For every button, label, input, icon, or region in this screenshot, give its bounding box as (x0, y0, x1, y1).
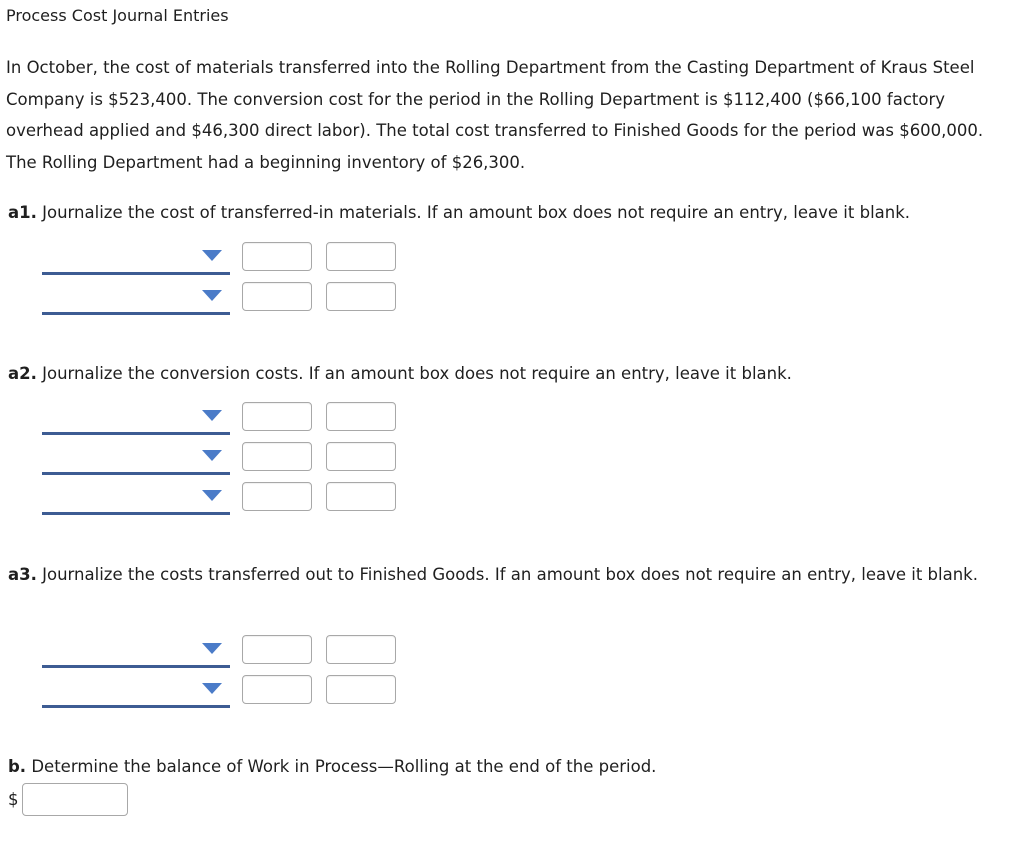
question-b (8, 751, 1016, 783)
question-a2-label: a2. (8, 364, 37, 383)
caret-down-icon (202, 250, 222, 261)
question-a1 (8, 197, 1016, 229)
journal-a2-row-3 (42, 482, 402, 518)
journal-a2-row-1 (42, 402, 402, 438)
question-b-label: b. (8, 757, 27, 776)
balance-answer-row (8, 783, 138, 817)
account-select-a1-1[interactable] (42, 242, 230, 275)
page-title: Process Cost Journal Entries (6, 6, 229, 25)
question-a1-label: a1. (8, 203, 37, 222)
debit-input-a1-2[interactable] (242, 282, 312, 311)
caret-down-icon (202, 490, 222, 501)
credit-input-a2-1[interactable] (326, 402, 396, 431)
debit-input-a3-2[interactable] (242, 675, 312, 704)
question-b-text: Determine the balance of Work in Process—Rolling at the end of the period. (31, 757, 657, 776)
journal-a3-row-1 (42, 635, 402, 671)
balance-input[interactable] (22, 783, 128, 816)
account-select-a1-2[interactable] (42, 282, 230, 315)
credit-input-a3-2[interactable] (326, 675, 396, 704)
caret-down-icon (202, 683, 222, 694)
question-a3 (8, 559, 1016, 591)
account-select-a2-3[interactable] (42, 482, 230, 515)
credit-input-a2-2[interactable] (326, 442, 396, 471)
caret-down-icon (202, 450, 222, 461)
account-select-a2-1[interactable] (42, 402, 230, 435)
question-a3-label: a3. (8, 565, 37, 584)
journal-a2-row-2 (42, 442, 402, 478)
credit-input-a1-2[interactable] (326, 282, 396, 311)
caret-down-icon (202, 290, 222, 301)
currency-symbol: $ (8, 790, 19, 809)
debit-input-a2-3[interactable] (242, 482, 312, 511)
debit-input-a3-1[interactable] (242, 635, 312, 664)
question-a3-text: Journalize the costs transferred out to Finished Goods. If an amount box does not require an entry, leave it blank. (42, 565, 978, 584)
account-select-a3-1[interactable] (42, 635, 230, 668)
question-a2-text: Journalize the conversion costs. If an amount box does not require an entry, leave it blank. (42, 364, 792, 383)
debit-input-a2-1[interactable] (242, 402, 312, 431)
caret-down-icon (202, 410, 222, 421)
credit-input-a2-3[interactable] (326, 482, 396, 511)
question-a1-text: Journalize the cost of transferred-in materials. If an amount box does not require an entry, leave it blank. (42, 203, 911, 222)
journal-a3-row-2 (42, 675, 402, 711)
account-select-a2-2[interactable] (42, 442, 230, 475)
question-a2 (8, 358, 1016, 390)
account-select-a3-2[interactable] (42, 675, 230, 708)
debit-input-a1-1[interactable] (242, 242, 312, 271)
journal-a1-row-2 (42, 282, 402, 318)
caret-down-icon (202, 643, 222, 654)
credit-input-a1-1[interactable] (326, 242, 396, 271)
journal-a1-row-1 (42, 242, 402, 278)
credit-input-a3-1[interactable] (326, 635, 396, 664)
problem-statement: In October, the cost of materials transferred into the Rolling Department from the Casting Department of Kraus Steel Company is $523,400. The conversion cost for the period in the Rolling Department is $112,400 ($66,100 factory overhead applied and $46,300 direct labor). The total cost transferred to Finished Goods for the period was $600,000. The Rolling Department had a beginning inventory of $26,300. (6, 58, 984, 172)
debit-input-a2-2[interactable] (242, 442, 312, 471)
